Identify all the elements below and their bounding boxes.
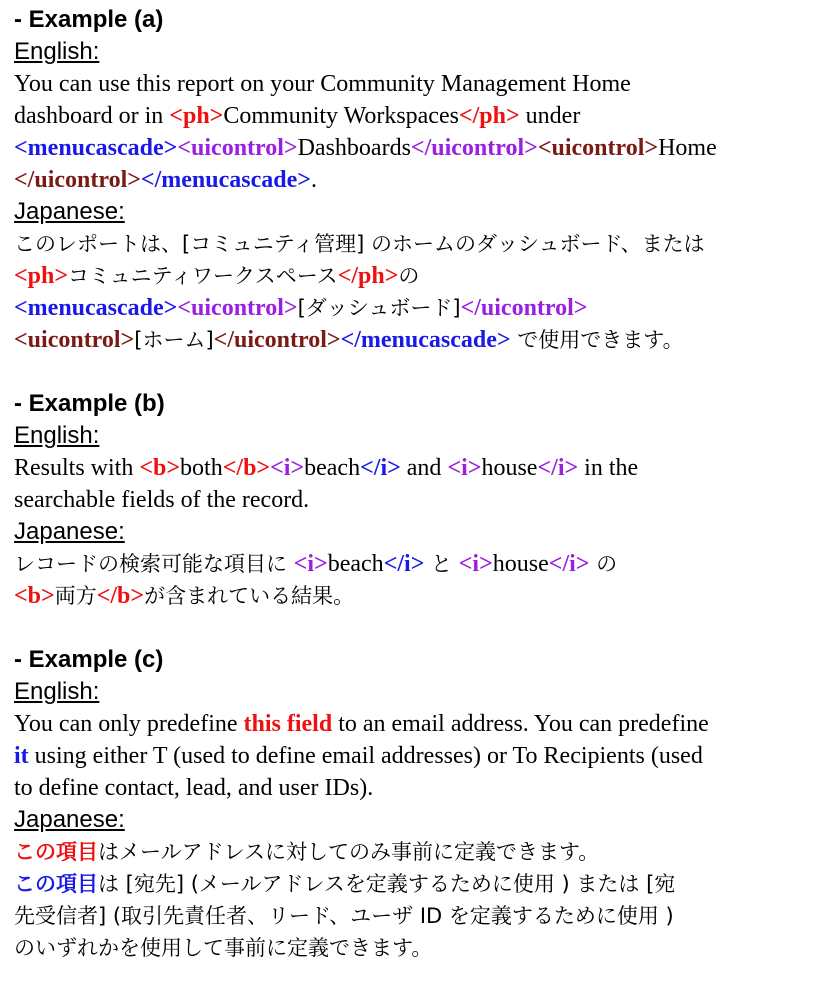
text: このレポートは、[コミュニティ管理] のホームのダッシュボード、または <box>14 232 705 256</box>
uicontrol-open-tag: <uicontrol> <box>177 135 298 161</box>
ph-open-tag: <ph> <box>14 263 69 289</box>
text: You can only predefine <box>14 711 244 737</box>
text: dashboard or in <box>14 103 170 129</box>
example-c-heading: - Example (c) <box>14 646 164 673</box>
menucascade-open-tag: <menucascade> <box>14 295 178 321</box>
japanese-label: Japanese: <box>14 518 125 545</box>
japanese-text <box>14 548 819 612</box>
text: はメールアドレスに対してのみ事前に定義できます。 <box>98 840 600 864</box>
english-text <box>14 68 819 196</box>
text: using either T (used to define email addresses) or To Recipients (used <box>28 743 703 769</box>
text: のいずれかを使用して事前に定義できます。 <box>14 936 433 960</box>
text: both <box>180 455 223 481</box>
text: and <box>400 455 448 481</box>
uicontrol-close-tag: </uicontrol> <box>14 167 141 193</box>
i-close-tag: </i> <box>383 551 425 577</box>
text: Home <box>658 135 717 161</box>
menucascade-open-tag: <menucascade> <box>14 135 178 161</box>
i-close-tag: </i> <box>537 455 579 481</box>
i-open-tag: <i> <box>293 551 328 577</box>
example-a <box>14 4 819 356</box>
uicontrol-open-tag: <uicontrol> <box>177 295 298 321</box>
japanese-label: Japanese: <box>14 806 125 833</box>
highlight-it: it <box>14 743 29 769</box>
uicontrol-open-tag: <uicontrol> <box>537 135 659 161</box>
i-open-tag: <i> <box>270 455 305 481</box>
text: [ダッシュボード] <box>297 296 461 320</box>
text: と <box>424 552 459 576</box>
text: . <box>310 167 317 193</box>
japanese-text <box>14 836 819 964</box>
i-open-tag: <i> <box>458 551 493 577</box>
text: の <box>589 552 618 576</box>
text: [ホーム] <box>134 328 214 352</box>
text: searchable fields of the record. <box>14 487 310 513</box>
example-a-heading: - Example (a) <box>14 6 164 33</box>
highlight-kono-koumoku: この項目 <box>14 872 98 896</box>
b-open-tag: <b> <box>139 455 181 481</box>
menucascade-close-tag: </menucascade> <box>340 327 511 353</box>
english-text <box>14 708 819 804</box>
example-b-heading: - Example (b) <box>14 390 165 417</box>
text: under <box>519 103 581 129</box>
highlight-this-field: this field <box>243 711 333 737</box>
text: の <box>398 264 420 288</box>
text: You can use this report on your Community Management Home <box>14 71 631 97</box>
b-close-tag: </b> <box>96 583 145 609</box>
text: Results with <box>14 455 140 481</box>
text: beach <box>304 455 361 481</box>
text: レコードの検索可能な項目に <box>14 552 294 576</box>
ph-open-tag: <ph> <box>169 103 224 129</box>
text: beach <box>327 551 384 577</box>
text: Dashboards <box>297 135 411 161</box>
example-c <box>14 644 819 964</box>
document <box>14 4 819 996</box>
text: in the <box>578 455 639 481</box>
text: は [宛先] (メールアドレスを定義するために使用 ) または [宛 <box>98 872 676 896</box>
japanese-text <box>14 228 819 356</box>
i-close-tag: </i> <box>360 455 401 481</box>
uicontrol-close-tag: </uicontrol> <box>213 327 341 353</box>
text: で使用できます。 <box>510 328 684 352</box>
uicontrol-close-tag: </uicontrol> <box>460 295 588 321</box>
english-label: English: <box>14 38 100 65</box>
text: 両方 <box>54 584 97 608</box>
text: house <box>492 551 549 577</box>
text: to define contact, lead, and user IDs). <box>14 775 374 801</box>
english-label: English: <box>14 678 100 705</box>
text: が含まれている結果。 <box>144 584 355 608</box>
uicontrol-open-tag: <uicontrol> <box>14 327 135 353</box>
text: Community Workspaces <box>223 103 459 129</box>
uicontrol-close-tag: </uicontrol> <box>410 135 538 161</box>
ph-close-tag: </ph> <box>458 103 520 129</box>
ph-close-tag: </ph> <box>337 263 399 289</box>
english-label: English: <box>14 422 100 449</box>
text: コミュニティワークスペース <box>68 264 338 288</box>
b-close-tag: </b> <box>222 455 271 481</box>
japanese-label: Japanese: <box>14 198 125 225</box>
b-open-tag: <b> <box>14 583 55 609</box>
text: to an email address. You can predefine <box>332 711 709 737</box>
example-b <box>14 388 819 612</box>
menucascade-close-tag: </menucascade> <box>140 167 311 193</box>
i-close-tag: </i> <box>548 551 590 577</box>
text: house <box>481 455 538 481</box>
i-open-tag: <i> <box>447 455 482 481</box>
english-text <box>14 452 819 516</box>
text: 先受信者] (取引先責任者、リード、ユーザ ID を定義するために使用 ) <box>14 904 674 928</box>
highlight-kono-koumoku: この項目 <box>14 840 98 864</box>
